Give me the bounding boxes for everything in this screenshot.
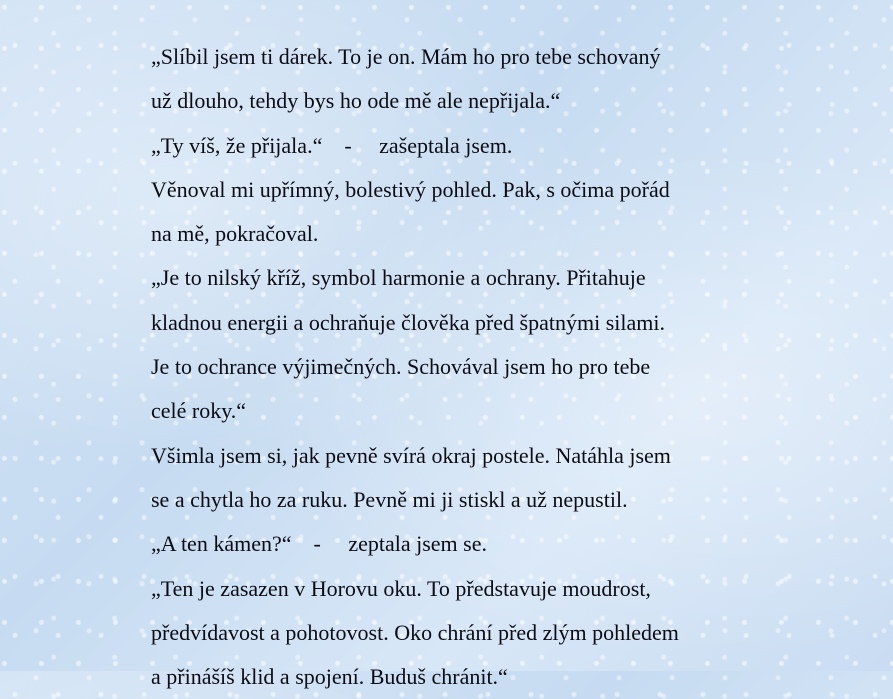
- text-line: předvídavost a pohotovost. Oko chrání před zlým pohledem: [151, 619, 679, 645]
- text-line: kladnou energii a ochraňuje člověka před špatnými silami.: [151, 309, 665, 335]
- text-line: celé roky.“: [151, 398, 247, 424]
- text-line: Všimla jsem si, jak pevně svírá okraj postele. Natáhla jsem: [151, 442, 671, 468]
- text-line: a přinášíš klid a spojení. Buduš chránit.“: [151, 664, 508, 690]
- text-line: „Ten je zasazen v Horovu oku. To představuje moudrost,: [151, 575, 651, 601]
- text-line: už dlouho, tehdy bys ho ode mě ale nepřijala.“: [151, 88, 561, 114]
- text-line: „Ty víš, že přijala.“ - zašeptala jsem.: [151, 132, 513, 158]
- text-line: Věnoval mi upřímný, bolestivý pohled. Pak, s očima pořád: [151, 176, 670, 202]
- text-line: se a chytla ho za ruku. Pevně mi ji stiskl a už nepustil.: [151, 486, 628, 512]
- text-line: „A ten kámen?“ - zeptala jsem se.: [151, 531, 487, 557]
- document-page: [151, 35, 831, 699]
- text-line: „Slíbil jsem ti dárek. To je on. Mám ho pro tebe schovaný: [151, 44, 661, 69]
- text-line: na mě, pokračoval.: [151, 221, 319, 247]
- text-line: „Je to nilský kříž, symbol harmonie a ochrany. Přitahuje: [151, 265, 646, 291]
- text-line: Je to ochrance výjimečných. Schovával jsem ho pro tebe: [151, 354, 651, 380]
